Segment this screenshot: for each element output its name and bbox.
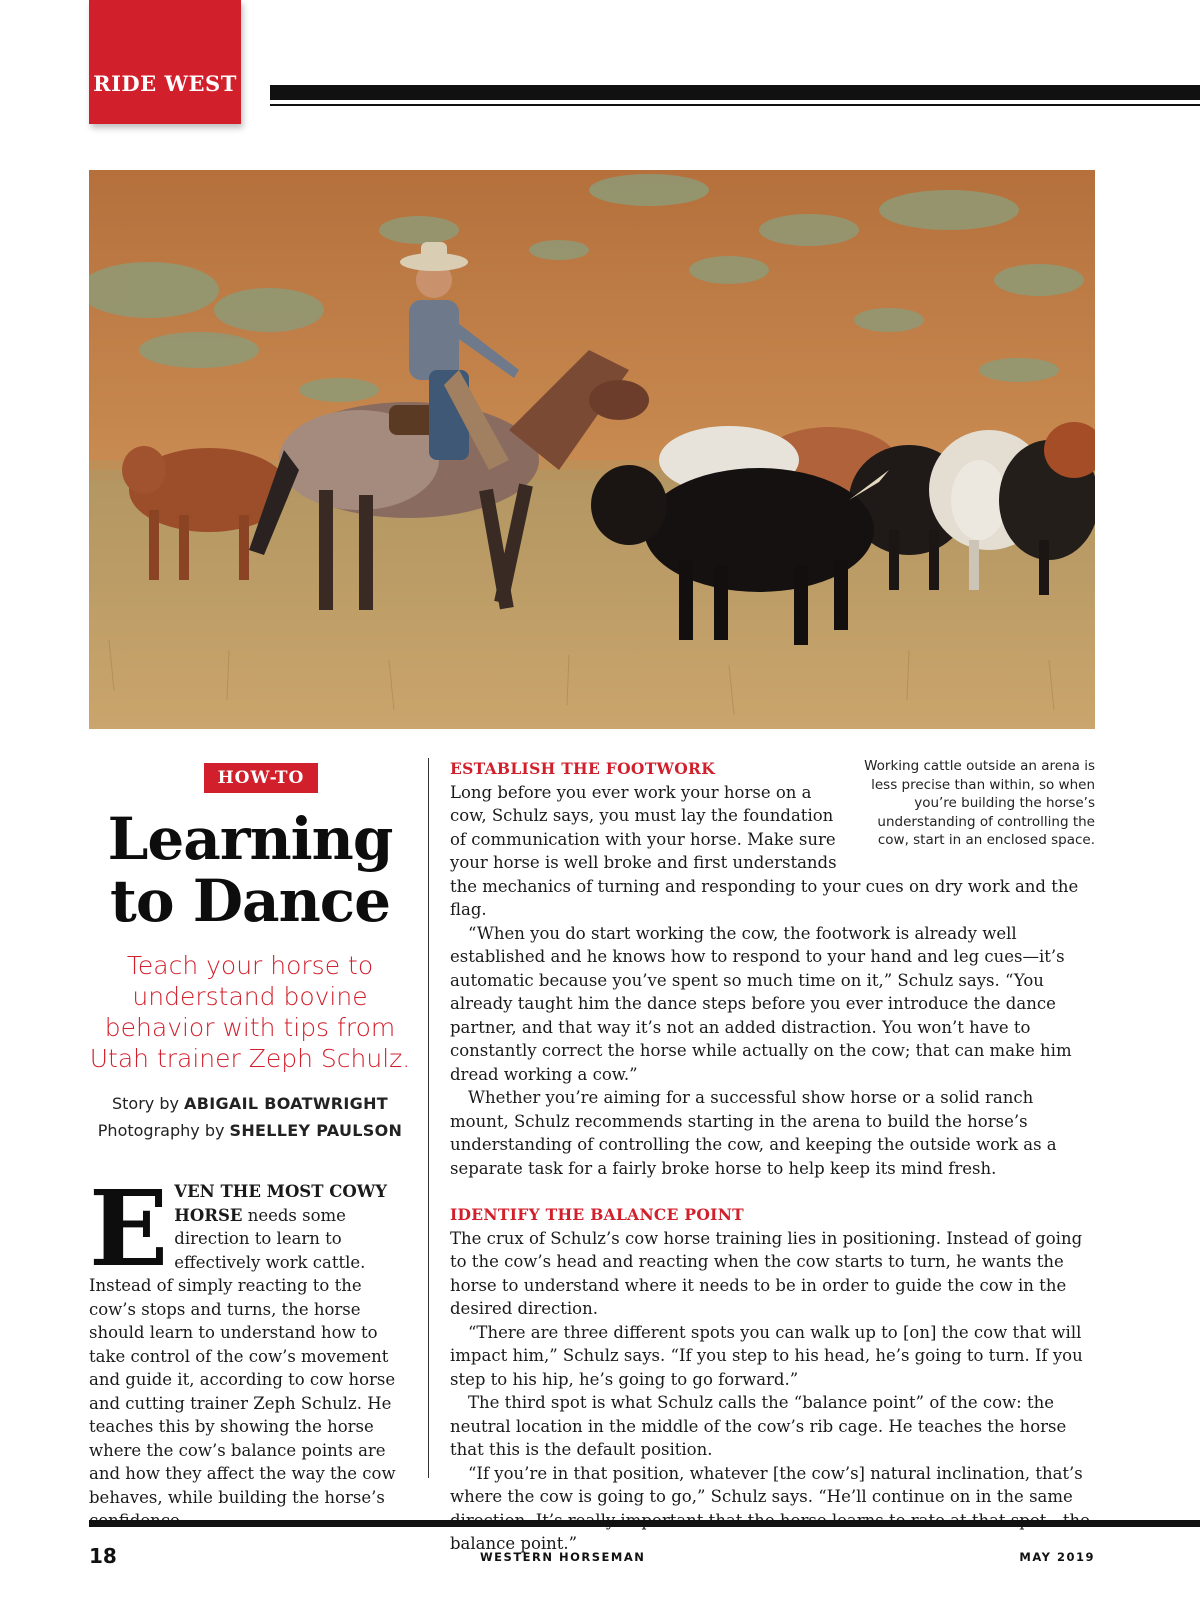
body-paragraph: “If you’re in that position, whatever [the cow’s] natural inclination, that’s where the cow is going to go,” Schulz says. “He’ll continue on in the same balance point.” [450, 1463, 1083, 1553]
body-paragraph: “There are three different spots you can walk up to [on] the cow that will impact him,” Schulz says. “If you step to his head, he’s going to turn. If you step to his hip, he’s going to go forward.” [450, 1322, 1083, 1389]
issue-date: MAY 2019 [1019, 1550, 1095, 1564]
body-paragraph: The third spot is what Schulz calls the “balance point” of the cow: the neutral location in the middle of the cow’s rib cage. He teaches the horse that this is the default position. [450, 1393, 1067, 1459]
body-paragraph: The crux of Schulz’s cow horse training lies in positioning. Instead of going to the cow’s head and reacting when the cow starts to turn, he wants the horse to understand where it needs to be in order to guide the cow in the desired direction. [450, 1228, 1083, 1318]
magazine-name: WESTERN HORSEMAN [480, 1550, 646, 1564]
page-number: 18 [89, 1544, 117, 1568]
hero-photo-illustration [89, 170, 1095, 729]
photo-caption: Working cattle outside an arena is less precise than within, so when you’re building the horse’s understanding of controlling the cow, start in an enclosed space. [864, 758, 1095, 848]
drop-cap: E [89, 1167, 169, 1290]
section-gap [450, 1180, 1095, 1203]
intro-lead-in: VEN THE MOST COWY HORSE [174, 1182, 388, 1225]
body-paragraph: Long before you ever work your horse on a cow, Schulz says, you must lay the foundation of communication with your horse. Make sure your horse is well broke and first understands the mechanics of turning and responding to your cues on dry work and the flag. [450, 782, 1079, 919]
header-rule [270, 85, 1200, 100]
kicker-badge: HOW-TO [204, 763, 318, 793]
photo-credit-prefix: Photography by [97, 1121, 230, 1140]
subhead-balance-point: IDENTIFY THE BALANCE POINT [450, 1205, 744, 1224]
hero-photo [89, 170, 1095, 729]
subhead-footwork: ESTABLISH THE FOOTWORK [450, 759, 715, 778]
column-divider [428, 758, 429, 1478]
body-paragraph: Whether you’re aiming for a successful show horse or a solid ranch mount, Schulz recommends starting in the arena to build the horse’s understanding of controlling the cow, and keeping the outside work as a separate task for a fairly broke horse to help keep its mind fresh. [450, 1088, 1057, 1178]
photo-credit [89, 1117, 411, 1144]
story-credit-prefix: Story by [111, 1094, 185, 1113]
story-author: ABIGAIL BOATWRIGHT [184, 1094, 388, 1113]
intro-paragraph [89, 1167, 407, 1533]
body-paragraph: “When you do start working the cow, the footwork is already well established and he knows how to respond to your hand and leg cues—it’s automatic because you’ve spent so much time on it,” Schulz says. “You already taught him the dance steps before you ever introduce the dance partner, and that way it’s not an added distraction. You won’t have to constantly correct the horse while actually on the cow; that can make him dread working a cow.” [450, 923, 1072, 1084]
story-credit [89, 1090, 411, 1117]
photo-author: SHELLEY PAULSON [229, 1121, 403, 1140]
headline: Learning to Dance [107, 805, 393, 935]
footer-rule [89, 1520, 1200, 1527]
header-rule-thin [270, 104, 1200, 106]
intro-body: needs some direction to learn to effectively work cattle. Instead of simply reacting to the cow’s stops and turns, the horse should learn to understand how to take control of the cow’s movement and guide it, according to cow horse and cutting trainer Zeph Schulz. He teaches this by showing the horse where the cow’s balance points are and how they affect the way the cow behaves, while building the horse’s [89, 1205, 396, 1507]
body-column [450, 757, 1095, 1556]
deck: Teach your horse to understand bovine behavior with tips from Utah trainer Zeph Schulz. [89, 951, 411, 1073]
credits [89, 1090, 411, 1144]
section-label: RIDE WEST [93, 71, 237, 96]
section-tab [89, 0, 241, 124]
